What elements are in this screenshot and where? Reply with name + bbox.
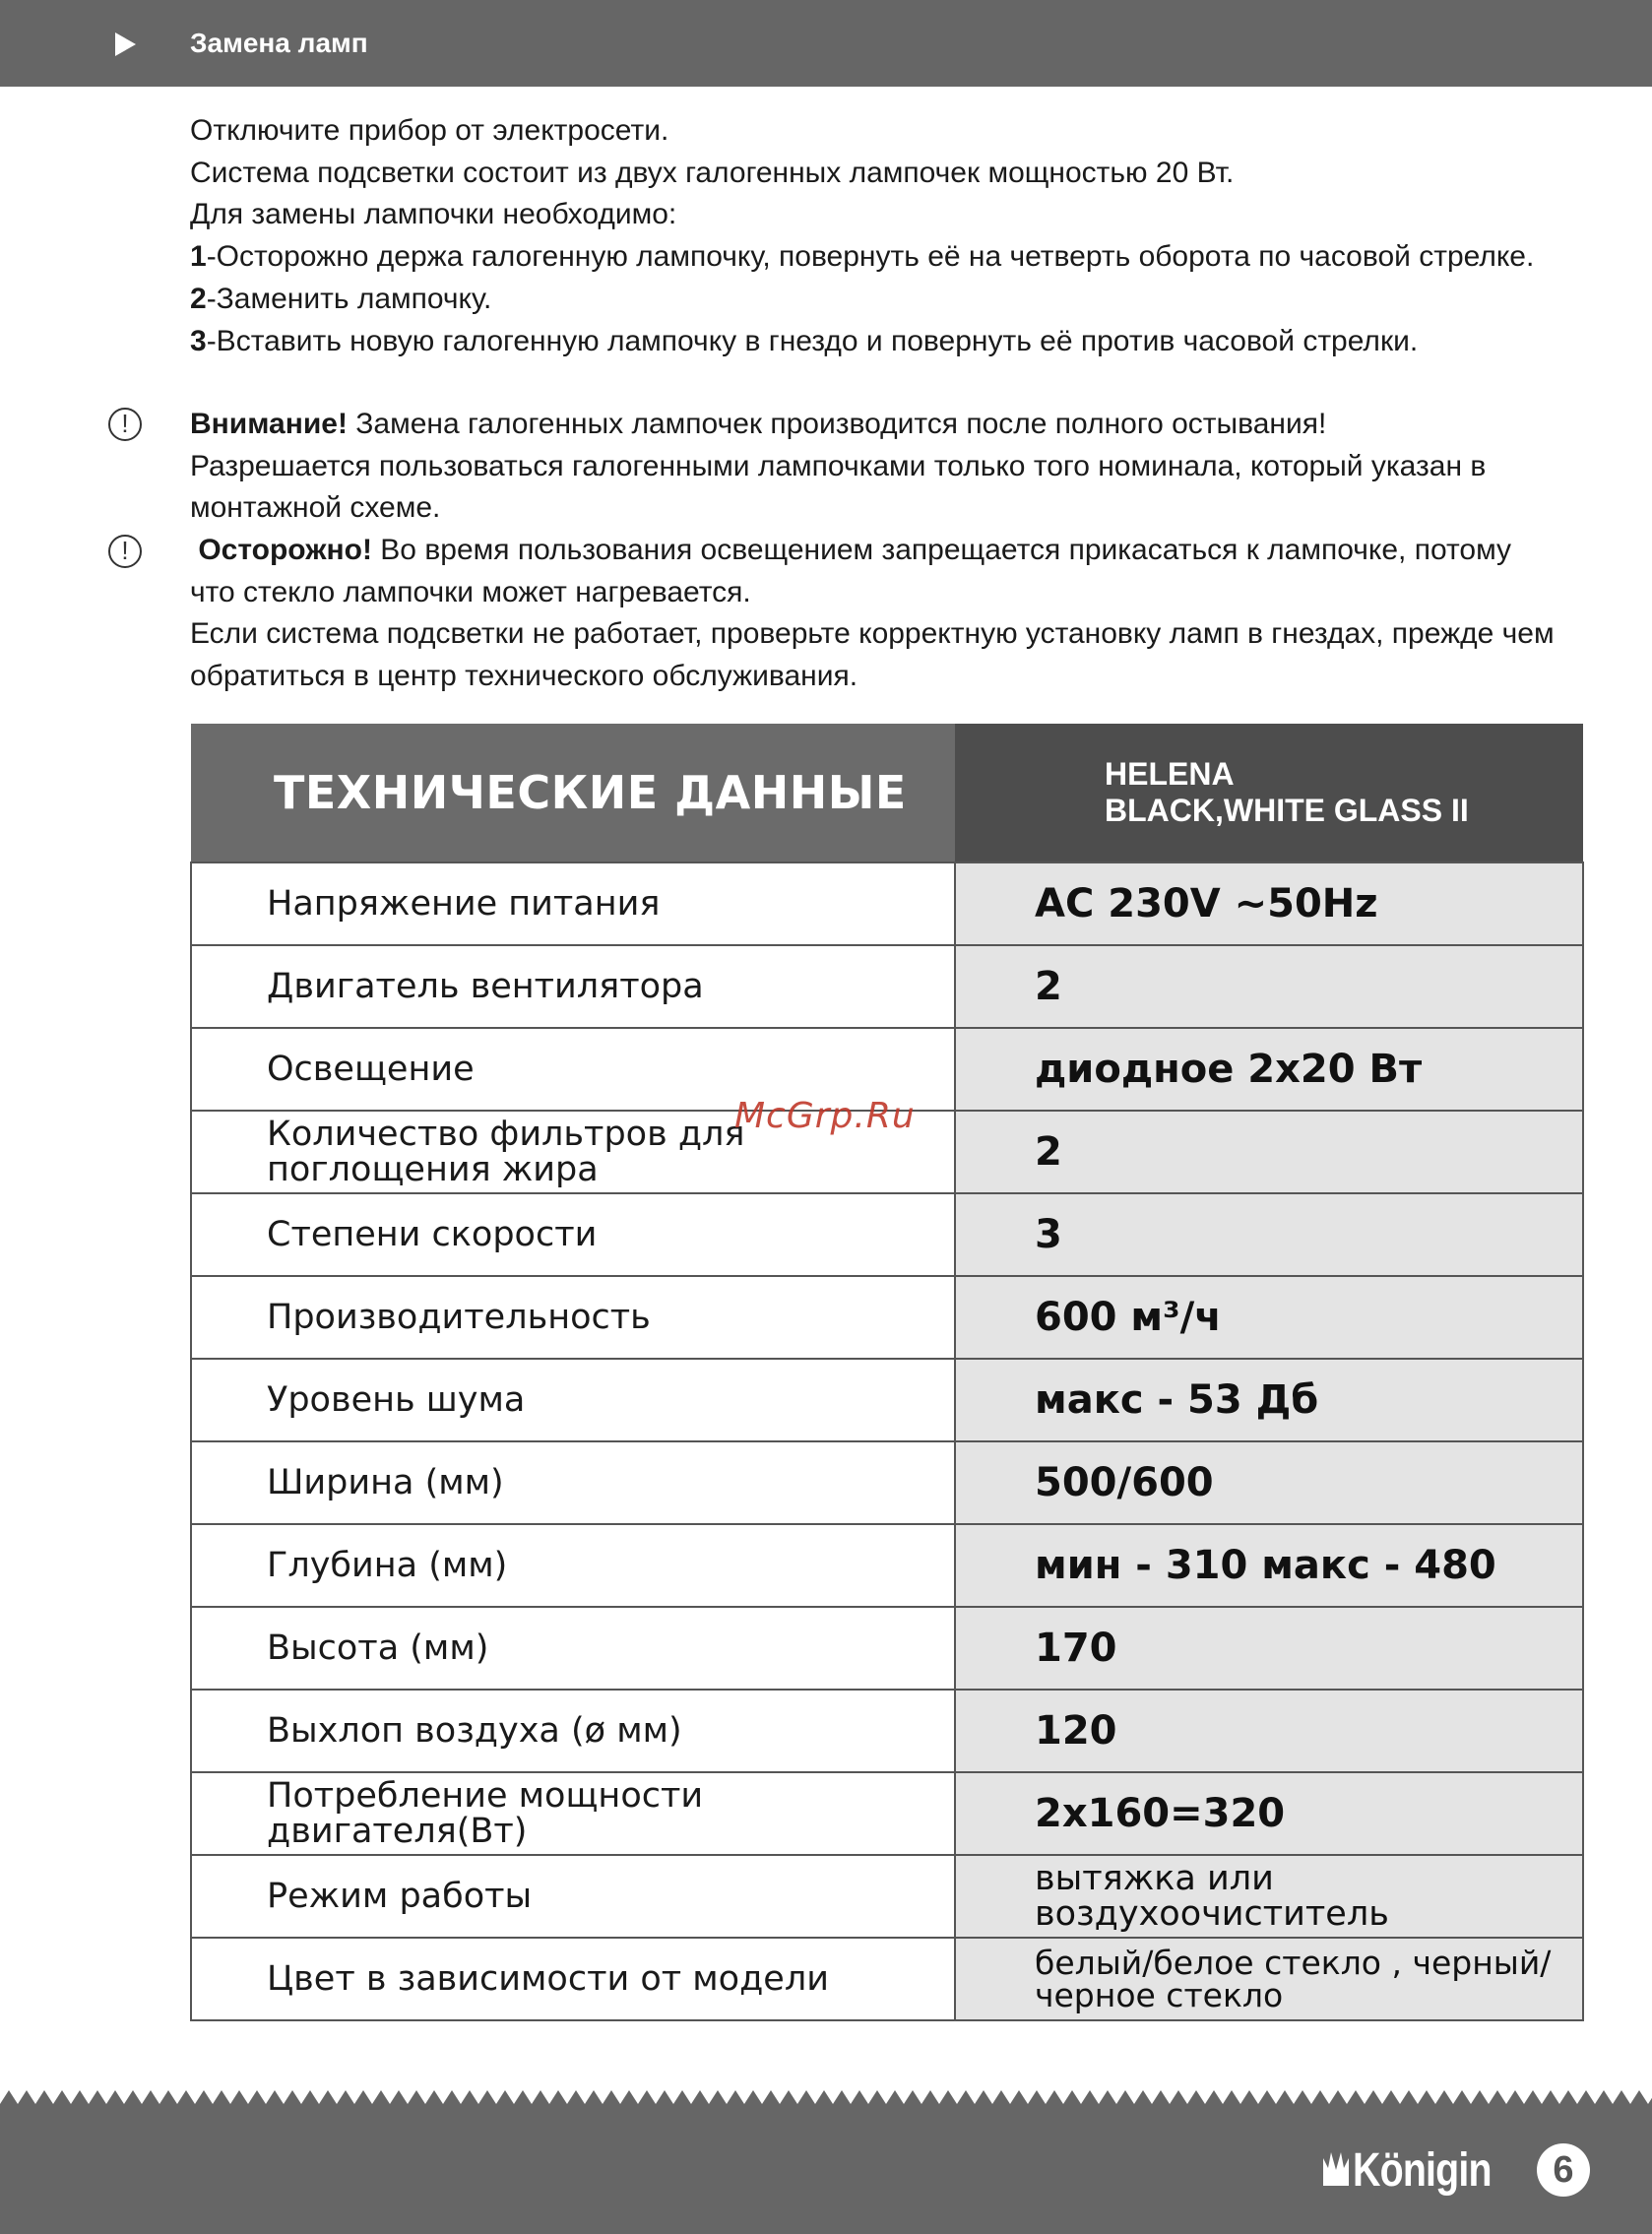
spec-label: Выхлоп воздуха (ø мм) bbox=[191, 1690, 955, 1772]
spec-value: 120 bbox=[955, 1690, 1583, 1772]
model-name: BLACK,WHITE GLASS II bbox=[1105, 793, 1469, 828]
brand-name: Königin bbox=[1353, 2144, 1492, 2198]
caution-line: обратиться в центр технического обслуживания. bbox=[190, 660, 858, 693]
spec-label: Напряжение питания bbox=[191, 862, 955, 945]
instruction-line: Система подсветки состоит из двух галогенных лампочек мощностью 20 Вт. bbox=[190, 156, 1235, 189]
table-row bbox=[191, 945, 1583, 1028]
table-row bbox=[191, 1772, 1583, 1855]
spec-table bbox=[190, 724, 1584, 2021]
step-number: 1 bbox=[190, 240, 207, 274]
attention-label: Внимание! bbox=[190, 408, 348, 440]
attention-line: Разрешается пользоваться галогенными лампочками только того номинала, который указан в bbox=[190, 449, 1487, 482]
step-text: -Вставить новую галогенную лампочку в гнездо и повернуть её против часовой стрелки. bbox=[206, 324, 1419, 357]
step-text: -Заменить лампочку. bbox=[206, 282, 492, 315]
play-arrow-icon bbox=[115, 32, 136, 56]
caution-note bbox=[190, 530, 1608, 698]
spec-label: Уровень шума bbox=[191, 1359, 955, 1441]
exclamation-icon: ! bbox=[108, 535, 142, 568]
spec-label: Потребление мощности двигателя(Вт) bbox=[191, 1772, 955, 1855]
spec-value: диодное 2x20 Вт bbox=[955, 1028, 1583, 1111]
table-row bbox=[191, 1524, 1583, 1607]
table-row bbox=[191, 862, 1583, 945]
spec-value: 600 м³/ч bbox=[955, 1276, 1583, 1359]
caution-line: что стекло лампочки может нагревается. bbox=[190, 575, 751, 608]
spec-label: Высота (мм) bbox=[191, 1607, 955, 1690]
table-row bbox=[191, 1938, 1583, 2020]
crown-icon bbox=[1323, 2141, 1349, 2201]
watermark: McGrp.Ru bbox=[734, 1096, 916, 1136]
spec-value: 2 bbox=[955, 945, 1583, 1028]
spec-label: Степени скорости bbox=[191, 1193, 955, 1276]
instruction-step bbox=[190, 321, 1598, 363]
table-row bbox=[191, 1607, 1583, 1690]
table-row bbox=[191, 1193, 1583, 1276]
table-row bbox=[191, 1690, 1583, 1772]
table-row bbox=[191, 1855, 1583, 1938]
caution-line bbox=[190, 530, 1608, 572]
instruction-line: Отключите прибор от электросети. bbox=[190, 114, 669, 147]
spec-label: Цвет в зависимости от модели bbox=[191, 1938, 955, 2020]
page-number: 6 bbox=[1537, 2143, 1590, 2197]
spec-label: Ширина (мм) bbox=[191, 1441, 955, 1524]
table-row bbox=[191, 1441, 1583, 1524]
step-text: -Осторожно держа галогенную лампочку, повернуть её на четверть оборота по часовой стрелке. bbox=[206, 240, 1535, 274]
attention-line bbox=[190, 404, 1608, 446]
spec-value: 2 bbox=[955, 1111, 1583, 1193]
attention-line: монтажной схеме. bbox=[190, 491, 441, 525]
spec-table-model bbox=[955, 724, 1583, 862]
spec-value: 170 bbox=[955, 1607, 1583, 1690]
spec-value: макс - 53 Дб bbox=[955, 1359, 1583, 1441]
spec-label: Количество фильтров для поглощения жира bbox=[191, 1111, 955, 1193]
caution-text: Во время пользования освещением запрещается прикасаться к лампочке, потому bbox=[371, 534, 1512, 566]
instruction-step bbox=[190, 279, 1598, 321]
spec-table-title: ТЕХНИЧЕСКИЕ ДАННЫЕ bbox=[191, 724, 955, 862]
table-row bbox=[191, 1359, 1583, 1441]
spec-value: 3 bbox=[955, 1193, 1583, 1276]
instructions bbox=[190, 110, 1598, 362]
spec-table-header bbox=[191, 724, 1583, 862]
spec-label: Глубина (мм) bbox=[191, 1524, 955, 1607]
spec-label: Производительность bbox=[191, 1276, 955, 1359]
instruction-step bbox=[190, 236, 1598, 279]
attention-note bbox=[190, 404, 1608, 530]
spec-label: Освещение bbox=[191, 1028, 955, 1111]
section-title: Замена ламп bbox=[190, 28, 368, 58]
instruction-line: Для замены лампочки необходимо: bbox=[190, 198, 677, 231]
table-row bbox=[191, 1276, 1583, 1359]
spec-value: вытяжка или воздухоочиститель bbox=[955, 1855, 1583, 1938]
spec-value: AC 230V ~50Hz bbox=[955, 862, 1583, 945]
spec-label: Режим работы bbox=[191, 1855, 955, 1938]
spec-value: мин - 310 макс - 480 bbox=[955, 1524, 1583, 1607]
model-brand: HELENA bbox=[1105, 756, 1235, 792]
exclamation-icon: ! bbox=[108, 408, 142, 441]
caution-line: Если система подсветки не работает, проверьте корректную установку ламп в гнездах, прежде чем bbox=[190, 617, 1555, 651]
spec-value: 500/600 bbox=[955, 1441, 1583, 1524]
caution-label: Осторожно! bbox=[198, 534, 372, 566]
step-number: 2 bbox=[190, 282, 207, 315]
section-header bbox=[0, 0, 1652, 87]
zigzag-edge bbox=[0, 2088, 1652, 2104]
attention-text: Замена галогенных лампочек производится после полного остывания! bbox=[347, 408, 1327, 440]
brand-logo bbox=[1323, 2139, 1522, 2199]
spec-value: белый/белое стекло , черный/черное стекло bbox=[955, 1938, 1583, 2020]
spec-value: 2x160=320 bbox=[955, 1772, 1583, 1855]
spec-label: Двигатель вентилятора bbox=[191, 945, 955, 1028]
step-number: 3 bbox=[190, 324, 207, 357]
